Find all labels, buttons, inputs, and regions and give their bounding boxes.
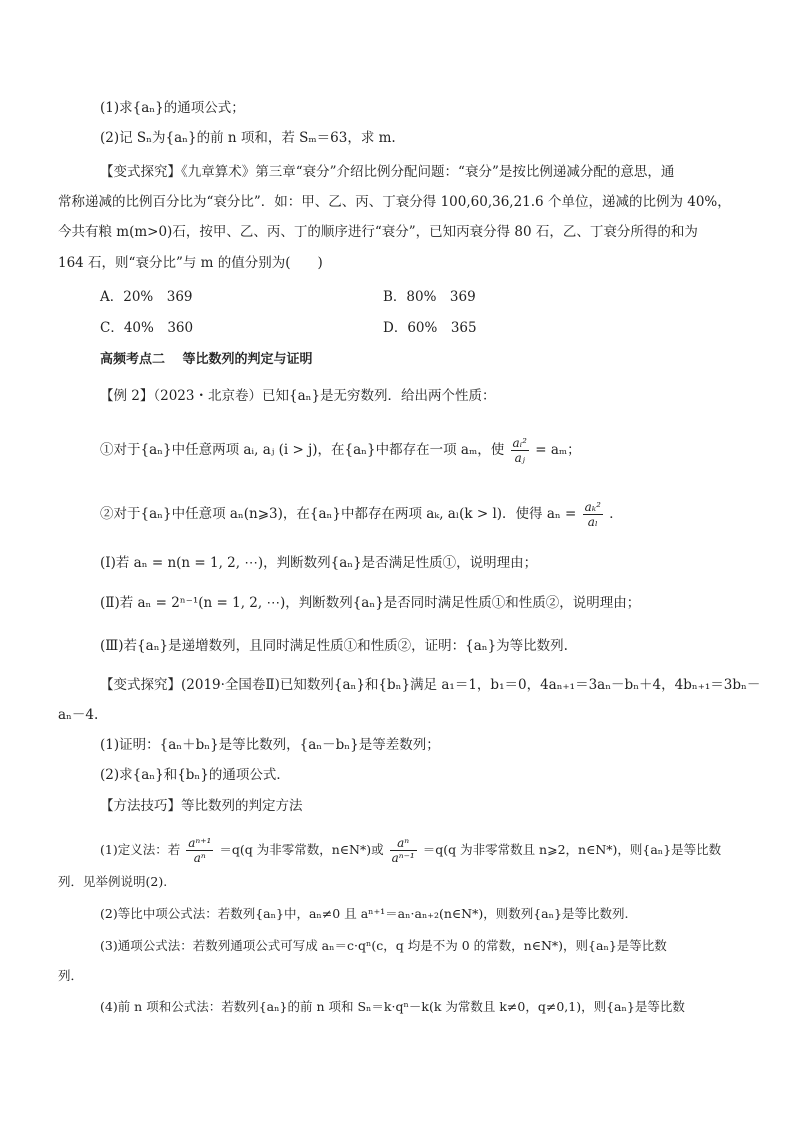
question-iii: (Ⅲ)若{aₙ}是递增数列，且同时满足性质①和性质②，证明：{aₙ}为等比数列. [100,638,568,654]
property-1-text: ①对于{aₙ}中任意两项 aᵢ, aⱼ (i > j)，在{aₙ}中都存在一项 aₘ，使 [100,442,505,458]
variant-2-line-2: aₙ－4. [58,707,99,723]
part-2-question: (2)记 Sₙ为{aₙ}的前 n 项和，若 Sₘ＝63，求 m. [100,130,396,146]
method-1-end: ＝q(q 为非零常数且 n⩾2，n∈N*)，则{aₙ}是等比数 [422,842,722,857]
method-4: (4)前 n 项和公式法：若数列{aₙ}的前 n 项和 Sₙ＝k·qⁿ－k(k 为常数且 k≠0，q≠0,1)，则{aₙ}是等比数 [100,999,685,1014]
method-2: (2)等比中项公式法：若数列{aₙ}中，aₙ≠0 且 aⁿ⁺¹＝aₙ·aₙ₊₂(n∈N*)，则数列{aₙ}是等比数列. [100,906,629,921]
section-heading: 高频考点二 等比数列的判定与证明 [100,352,313,367]
variant-2-part-1: (1)证明：{aₙ＋bₙ}是等比数列，{aₙ－bₙ}是等差数列； [100,737,440,753]
property-1-end: = aₘ； [535,442,581,458]
part-1-question: (1)求{aₙ}的通项公式； [100,100,245,116]
example-2-intro: 【例 2】（2023・北京卷）已知{aₙ}是无穷数列．给出两个性质： [100,388,496,404]
property-2-text: ②对于{aₙ}中任意项 aₙ(n⩾3)，在{aₙ}中都存在两项 aₖ, aₗ(k > l)．使得 aₙ = [100,506,577,522]
option-c: C．40% 360 [100,320,194,336]
option-b: B．80% 369 [383,289,476,305]
property-2-fraction [583,500,603,529]
method-1-continued: 列．见举例说明(2). [58,874,168,889]
method-1 [100,836,721,865]
variant-1-line-4: 164 石，则“衰分比”与 m 的值分别为( ) [58,255,323,271]
property-1-numerator: aᵢ² [512,436,527,450]
variant-1-line-1: 【变式探究】《九章算术》第三章“衰分”介绍比例分配问题：“衰分”是按比例递减分配的意思，通 [100,164,675,180]
property-1-fraction [511,436,529,465]
variant-2-part-2: (2)求{aₙ}和{bₙ}的通项公式． [100,767,290,783]
option-a: A．20% 369 [100,289,193,305]
method-1-numerator-2: aⁿ [390,836,417,851]
method-1-numerator-1: aⁿ⁺¹ [188,836,212,850]
method-1-text: (1)定义法：若 [100,842,181,857]
question-ii: (Ⅱ)若 aₙ = 2ⁿ⁻¹(n = 1, 2, ⋯)，判断数列{aₙ}是否同时满足性质①和性质②，说明理由； [100,595,641,611]
method-1-middle: ＝q(q 为非零常数，n∈N*)或 [219,842,384,857]
property-1 [100,436,581,465]
property-2-end: ． [609,506,623,522]
method-3-continued: 列． [58,968,84,983]
question-i: (Ⅰ)若 aₙ = n(n = 1, 2, ⋯)，判断数列{aₙ}是否满足性质①，说明理由； [100,555,538,571]
property-2-numerator: aₖ² [584,500,601,514]
method-1-fraction-1 [186,836,213,865]
method-1-denominator-1: aⁿ [193,851,206,865]
variant-2-line-1: 【变式探究】(2019·全国卷Ⅱ)已知数列{aₙ}和{bₙ}满足 a₁＝1，b₁＝0，4aₙ₊₁＝3aₙ－bₙ＋4，4bₙ₊₁＝3bₙ－ [100,677,761,693]
method-3: (3)通项公式法：若数列通项公式可写成 aₙ＝c·qⁿ(c，q 均是不为 0 的常数，n∈N*)，则{aₙ}是等比数 [100,938,667,953]
property-1-denominator: aⱼ [514,451,525,465]
method-heading: 【方法技巧】等比数列的判定方法 [100,798,303,814]
property-2-denominator: aₗ [587,515,598,529]
option-d: D．60% 365 [383,320,477,336]
variant-1-line-3: 今共有粮 m(m>0)石，按甲、乙、丙、丁的顺序进行“衰分”，已知丙衰分得 80 石，乙、丁衰分所得的和为 [58,224,698,240]
method-1-fraction-2 [390,836,417,865]
property-2 [100,500,623,529]
variant-1-line-2: 常称递减的比例百分比为“衰分比”．如：甲、乙、丙、丁衰分得 100,60,36,21.6 个单位，递减的比例为 40%， [58,194,731,210]
method-1-denominator-2: aⁿ⁻¹ [391,851,415,865]
